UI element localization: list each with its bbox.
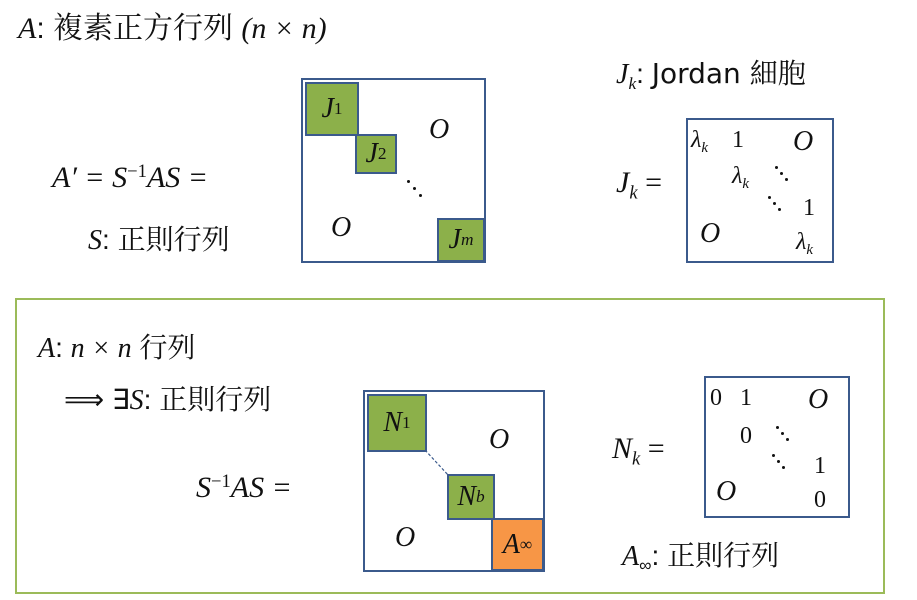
one-superdiag: 1 (803, 195, 815, 221)
jordan-form-matrix (301, 78, 486, 263)
similarity-equation: $A' = S^{-1}AS$ = (52, 161, 209, 195)
decomposition-equation: $S^{-1}AS$ = (196, 471, 292, 505)
lambda-22: $\lambda_k$ (732, 163, 750, 193)
block-j2: J 2 (355, 134, 397, 174)
var-a: A (18, 12, 37, 45)
a-infinity-caption: $A_\infty$: 正則行列 (622, 539, 780, 576)
jordan-cell-caption: $J_k$: Jordan 細胞 (616, 57, 806, 94)
one-superdiag: 1 (814, 453, 826, 479)
existence-line: ⟹ ∃S: 正則行列 (64, 383, 272, 416)
zero-22: 0 (740, 423, 752, 449)
zero-lower: O (716, 476, 737, 507)
zero-block-lower: O (395, 522, 416, 553)
zero-nn: 0 (814, 487, 826, 513)
jk-equation: $J_k$ = (616, 166, 663, 204)
matrix-size-line: A: n × n 行列 (38, 331, 196, 364)
lambda-11: $\lambda_k$ (691, 127, 709, 157)
block-connector-line (365, 392, 547, 574)
zero-upper: O (793, 126, 814, 157)
nk-equation: $N_k$ = (612, 432, 665, 470)
zero-block-lower: O (331, 212, 352, 243)
complex-square-matrix-label: 複素正方行列 (53, 11, 234, 46)
block-j1: J 1 (305, 82, 359, 136)
block-jm: J m (437, 218, 485, 262)
lambda-nn: $\lambda_k$ (796, 229, 814, 259)
jordan-cell-matrix (686, 118, 834, 263)
block-n1: N 1 (367, 394, 427, 452)
s-regular-label: S: 正則行列 (88, 223, 230, 256)
block-nb: N b (447, 474, 495, 520)
zero-upper: O (808, 384, 829, 415)
zero-block-upper: O (429, 114, 450, 145)
nilpotent-cell-matrix (704, 376, 850, 518)
zero-11: 0 (710, 385, 722, 411)
one-12: 1 (740, 385, 752, 411)
dimension-label: (n × n) (241, 12, 327, 45)
decomposition-matrix (363, 390, 545, 572)
block-a-infinity: A ∞ (491, 518, 544, 571)
matrix-definition-line: A: 複素正方行列 (n × n) (18, 11, 327, 46)
zero-block-upper: O (489, 424, 510, 455)
zero-lower: O (700, 218, 721, 249)
one-12: 1 (732, 127, 744, 153)
